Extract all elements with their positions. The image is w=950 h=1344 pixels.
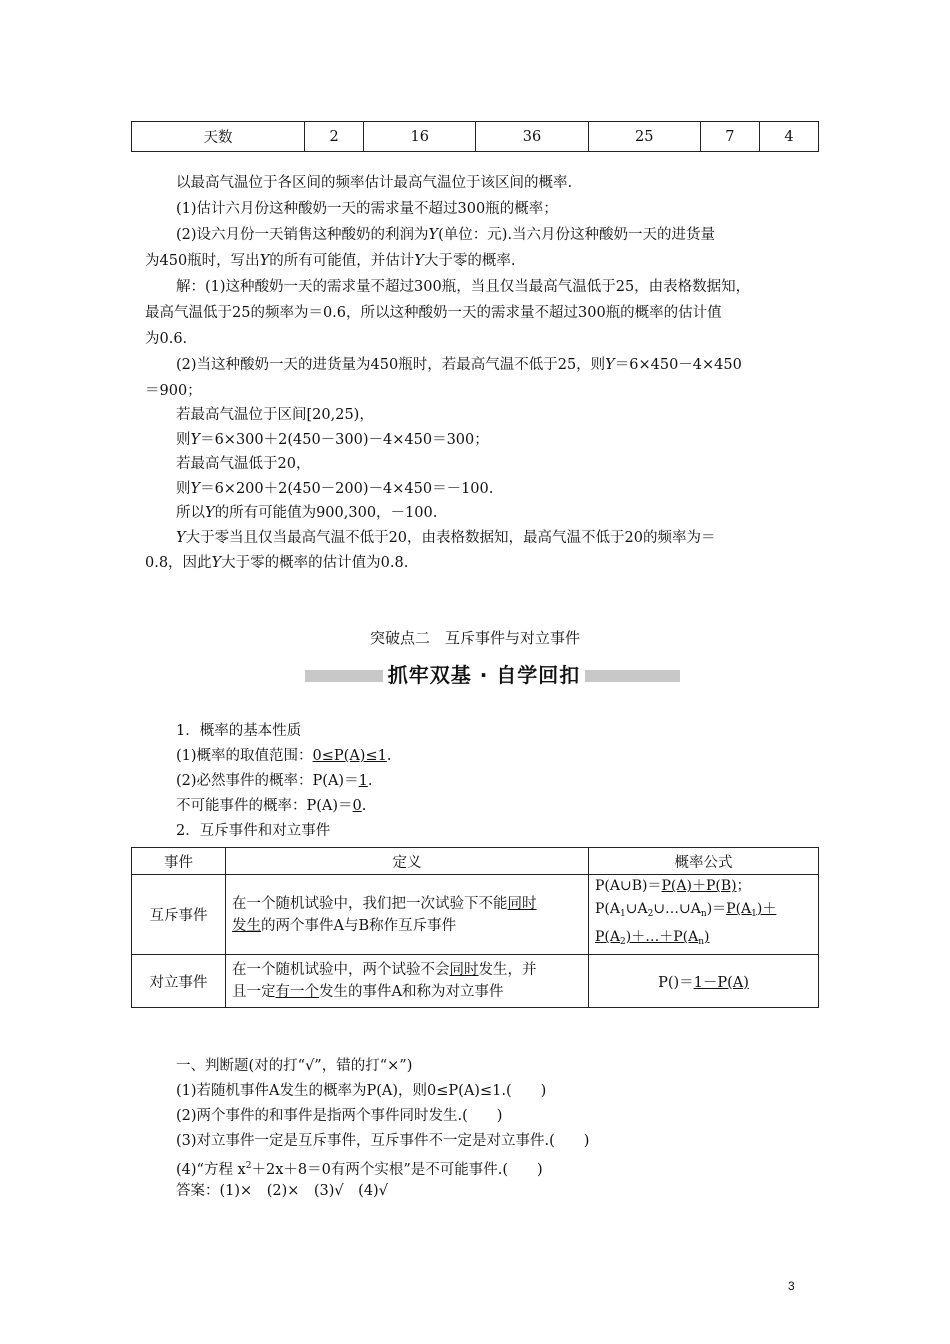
property-line bbox=[176, 796, 366, 816]
text-span: 在一个随机试验中，两个试验不会 bbox=[232, 962, 450, 978]
text-span: P()＝ bbox=[658, 974, 694, 991]
answer-blank bbox=[726, 901, 776, 917]
text-span: (2)当这种酸奶一天的进货量为450瓶时，若最高气温不低于25，则 bbox=[176, 357, 606, 373]
text-span: 所以 bbox=[176, 505, 205, 521]
solution-line: 解：(1)这种酸奶一天的需求量不超过300瓶，当且仅当最高气温低于25，由表格数据知， bbox=[176, 279, 751, 295]
cell-line bbox=[595, 926, 812, 954]
text-span: . bbox=[367, 773, 373, 789]
var-y: Y bbox=[190, 432, 201, 448]
judge-question: (2)两个事件的和事件是指两个事件同时发生.( ) bbox=[176, 1108, 503, 1124]
judge-answers: 答案：(1)× (2)× (3)√ (4)√ bbox=[176, 1183, 388, 1199]
text-span: 在一个随机试验中，我们把一次试验下不能 bbox=[232, 895, 508, 912]
solution-line bbox=[176, 430, 489, 450]
subscript: 1 bbox=[620, 909, 626, 919]
text-span: (单位：元).当六月份这种酸奶一天的进货量 bbox=[438, 227, 716, 243]
property-line bbox=[176, 746, 391, 766]
solution-line bbox=[176, 355, 742, 375]
table-cell: 7 bbox=[700, 122, 759, 152]
text-span: . bbox=[386, 748, 392, 764]
text-span: ∪…∪A bbox=[653, 901, 701, 917]
var-y: Y bbox=[176, 530, 186, 546]
table-cell bbox=[589, 955, 819, 1008]
page-number: 3 bbox=[788, 1279, 795, 1293]
subscript: 1 bbox=[751, 909, 757, 919]
var-y: Y bbox=[190, 481, 201, 497]
banner-bar-left bbox=[305, 670, 383, 682]
section-banner bbox=[305, 662, 680, 688]
text-span: 的所有可能值为900,300，－100. bbox=[214, 505, 438, 521]
solution-line bbox=[145, 553, 408, 573]
text-span: ) bbox=[704, 929, 710, 945]
table-cell: 4 bbox=[759, 122, 818, 152]
superscript: 2 bbox=[245, 1161, 252, 1171]
table-cell: 16 bbox=[364, 122, 476, 152]
property-line bbox=[176, 771, 372, 791]
text-span: 为450瓶时，写出 bbox=[145, 253, 260, 269]
text-span: P(A bbox=[726, 901, 752, 917]
question-2-line bbox=[176, 225, 715, 245]
text-span: 大于零当且仅当最高气温不低于20，由表格数据知，最高气温不低于20的频率为＝ bbox=[185, 530, 716, 546]
text-span: . bbox=[361, 798, 367, 814]
answer-blank: 同时 bbox=[449, 962, 479, 978]
text-span: 且一定 bbox=[232, 984, 276, 1000]
judge-question bbox=[176, 1156, 543, 1180]
answer-blank: 有一个 bbox=[275, 984, 319, 1000]
heading-events: 2．互斥事件和对立事件 bbox=[176, 823, 331, 839]
table-row bbox=[132, 955, 819, 1008]
table-cell: 天数 bbox=[132, 122, 305, 152]
text-span: 大于零的概率. bbox=[423, 253, 516, 269]
answer-blank: 0≤P(A)≤1 bbox=[312, 748, 387, 764]
var-y: Y bbox=[605, 357, 615, 373]
table-header-cell: 事件 bbox=[132, 848, 226, 875]
text-span: )＋…＋P(A bbox=[625, 929, 699, 945]
solution-line bbox=[176, 503, 437, 523]
text-span: 大于零的概率的估计值为0.8. bbox=[221, 555, 409, 571]
subscript: n bbox=[698, 937, 704, 947]
table-cell: 25 bbox=[588, 122, 700, 152]
text-span: P(A bbox=[595, 901, 620, 917]
text-span: ∪A bbox=[625, 901, 648, 917]
var-y: Y bbox=[414, 253, 424, 269]
solution-line: 为0.6. bbox=[145, 331, 188, 347]
table-cell: 对立事件 bbox=[132, 955, 226, 1008]
cell-line bbox=[232, 893, 582, 915]
subscript: 2 bbox=[620, 937, 626, 947]
var-y: Y bbox=[428, 227, 439, 243]
solution-line bbox=[176, 528, 715, 548]
subscript: 2 bbox=[647, 909, 654, 919]
question-2-line-cont bbox=[145, 251, 515, 271]
section-title: 突破点二 互斥事件与对立事件 bbox=[369, 629, 580, 647]
text-span: (1)概率的取值范围： bbox=[176, 748, 313, 764]
solution-line: ＝900； bbox=[145, 383, 202, 399]
table-cell: 2 bbox=[305, 122, 364, 152]
table-header-row bbox=[132, 848, 819, 875]
text-span: P(A bbox=[595, 929, 620, 945]
cell-line bbox=[595, 875, 812, 898]
banner-bar-right bbox=[585, 670, 680, 682]
cell-line bbox=[232, 915, 582, 937]
text-span: )＝ bbox=[706, 901, 727, 917]
text-span: ＋2x＋8＝0有两个实根”是不可能事件.( ) bbox=[251, 1162, 543, 1178]
text-span: )＋ bbox=[756, 901, 777, 917]
text-span: 的两个事件A与B称作互斥事件 bbox=[261, 917, 457, 934]
judge-heading: 一、判断题(对的打“√”，错的打“×”) bbox=[176, 1058, 413, 1074]
answer-blank: 0 bbox=[352, 798, 362, 814]
table-header-cell: 定义 bbox=[226, 848, 589, 875]
text-span: ＝6×450－4×450 bbox=[614, 357, 742, 373]
subscript: n bbox=[700, 909, 707, 919]
solution-line: 若最高气温低于20， bbox=[176, 456, 311, 472]
days-table bbox=[131, 121, 819, 152]
question-1-line: (1)估计六月份这种酸奶一天的需求量不超过300瓶的概率； bbox=[176, 201, 558, 217]
answer-blank: P(A)＋P(B) bbox=[661, 878, 737, 894]
paragraph-line: 以最高气温位于各区间的频率估计最高气温位于该区间的概率. bbox=[176, 175, 573, 191]
text-span: (2)设六月份一天销售这种酸奶的利润为 bbox=[176, 227, 429, 243]
solution-line: 最高气温低于25的频率为＝0.6，所以这种酸奶一天的需求量不超过300瓶的概率的估计值 bbox=[145, 305, 722, 321]
text-span: ； bbox=[736, 878, 751, 894]
table-header-cell: 概率公式 bbox=[589, 848, 819, 875]
text-span: 发生的事件A和称为对立事件 bbox=[319, 984, 504, 1000]
judge-question: (3)对立事件一定是互斥事件，互斥事件不一定是对立事件.( ) bbox=[176, 1133, 590, 1149]
var-y: Y bbox=[211, 555, 222, 571]
table-cell: 互斥事件 bbox=[132, 875, 226, 955]
table-row bbox=[132, 875, 819, 955]
solution-line bbox=[176, 479, 493, 499]
answer-blank: 1 bbox=[358, 773, 368, 789]
cell-line bbox=[232, 981, 582, 1003]
text-span: (4)“方程 x bbox=[176, 1162, 246, 1178]
text-span: 的所有可能值，并估计 bbox=[269, 253, 415, 269]
text-span: 不可能事件的概率：P(A)＝ bbox=[176, 798, 353, 814]
heading-probability-properties: 1．概率的基本性质 bbox=[176, 723, 302, 739]
solution-line: 若最高气温位于区间[20,25)， bbox=[176, 407, 374, 423]
answer-blank: 发生 bbox=[232, 917, 261, 934]
text-span: (2)必然事件的概率：P(A)＝ bbox=[176, 773, 359, 789]
events-definition-table bbox=[131, 847, 819, 1008]
text-span: 0.8，因此 bbox=[145, 555, 212, 571]
table-cell: 36 bbox=[476, 122, 588, 152]
text-span: 则 bbox=[176, 481, 191, 497]
judge-question: (1)若随机事件A发生的概率为P(A)，则0≤P(A)≤1.( ) bbox=[176, 1083, 547, 1099]
var-y: Y bbox=[259, 253, 270, 269]
cell-line bbox=[595, 898, 812, 926]
answer-blank: 1－P(A) bbox=[693, 974, 749, 991]
banner-text: 抓牢双基 · 自学回扣 bbox=[387, 663, 581, 687]
table-cell bbox=[589, 875, 819, 955]
table-row bbox=[132, 122, 819, 152]
text-span: 则 bbox=[176, 432, 191, 448]
text-span: ＝6×200＋2(450－200)－4×450＝－100. bbox=[200, 481, 494, 497]
table-cell bbox=[226, 875, 589, 955]
text-span: P(A∪B)＝ bbox=[595, 878, 662, 894]
var-y: Y bbox=[205, 505, 215, 521]
answer-blank: 同时 bbox=[507, 895, 537, 912]
cell-line bbox=[232, 959, 582, 981]
text-span: 发生，并 bbox=[478, 962, 537, 978]
table-cell bbox=[226, 955, 589, 1008]
text-span: ＝6×300＋2(450－300)－4×450＝300； bbox=[200, 432, 489, 448]
